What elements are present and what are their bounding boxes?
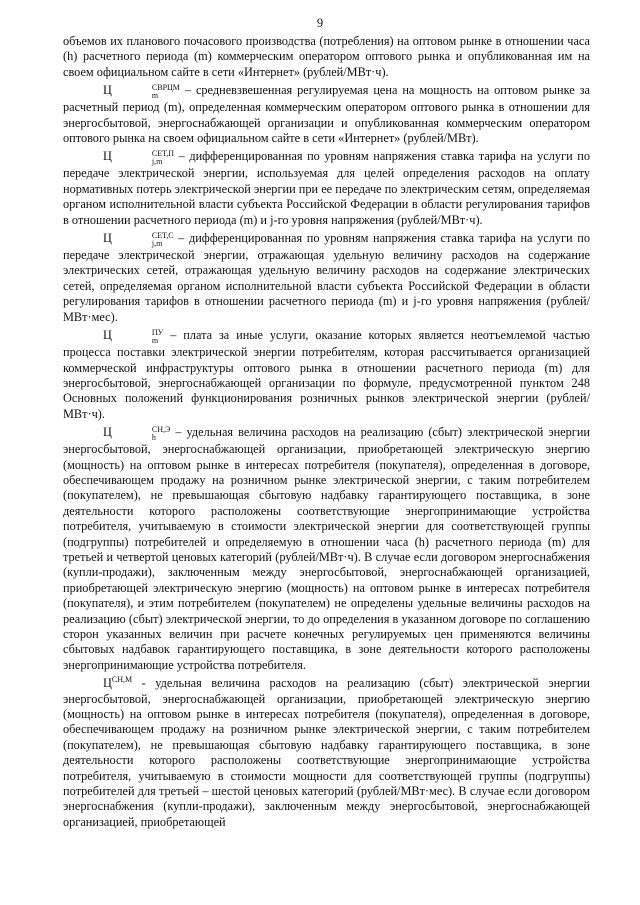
definition-paragraph-svrcm [63,83,590,146]
formula-symbol [103,425,171,443]
symbol-subscript: m [151,336,159,346]
definition-text: – дифференцированная по уровням напряжения ставка тарифа на услуги по передаче электрической энергии, используемая для целей определения расходов на оплату нормативных потерь электрической энергии при ее передаче по электрическим сетям, определяемая органом исполнительной власти субъекта Российской Федерации в области регулирования тарифов в отношении расчетного периода (m) и j-го уровня напряжения (рублей/МВт·ч). [63,149,590,227]
symbol-superscript: СВРЦМ [151,83,180,93]
formula-symbol [103,676,132,690]
document-body [63,34,590,830]
symbol-base: Ц [103,425,112,440]
formula-symbol [103,149,174,167]
definition-text: – удельная величина расходов на реализацию (сбыт) электрической энергии энергосбытовой, энергоснабжающей организации, приобретающей электрическую энергию (мощность) на оптовом рынке в интересах потребителя (покупателя), определенная в договоре, обеспечивающем продажу на розничном рынке электрической энергии, с таким потребителем (покупателем), не превышающая сбытовую надбавку гарантирующего поставщика, в зоне деятельности которого расположены соответствующие энергопринимающие устройства потребителя, учитываемую в стоимости электрической энергии для соответствующей группы (подгруппы) потребителей и определяемую в отношении часа (h) расчетного периода (m) для третьей и четвертой ценовых категорий (рублей/МВт·ч). В случае если договором энергоснабжения (купли-продажи), заключенным между энергосбытовой, энергоснабжающей организацией, приобретающей электрическую энергию (мощность) на оптовом рынке в интересах потребителя (покупателя), и этим потребителем (покупателем) не определены удельные величины расходов на реализацию (сбыт) электрической энергии, то до определения в указанном договоре по соглашению сторон указанных величин при расчете конечных регулируемых цен применяются величины сбытовых надбавок гарантирующего поставщика, в зоне деятельности которого расположены энергопринимающие устройства потребителя. [63,425,590,672]
formula-symbol [103,231,174,249]
definition-text: – плата за иные услуги, оказание которых является неотъемлемой частью процесса поставки электрической энергии потребителям, которая рассчитывается организацией коммерческой инфраструктуры оптового рынка в отношении расчетного периода (m) для энергосбытовой, энергоснабжающей организации по формуле, предусмотренной пунктом 248 Основных положений функционирования розничных рынков электрической энергии (рублей/МВт·ч). [63,328,590,421]
symbol-superscript: СЕТ,П [151,149,174,159]
definition-paragraph-sn-e [63,425,590,673]
symbol-superscript: ПУ [151,328,164,338]
formula-symbol [103,83,180,101]
symbol-base: Ц [103,231,112,246]
definition-paragraph-sn-m [63,676,590,830]
formula-symbol [103,328,164,346]
definition-paragraph-pu [63,328,590,422]
symbol-superscript: СН,М [111,675,133,685]
paragraph-continuation [63,34,590,80]
symbol-subscript: m [151,91,159,101]
definition-text: - удельная величина расходов на реализацию (сбыт) электрической энергии энергосбытовой, энергоснабжающей организации, приобретающей электрическую энергию (мощность) на оптовом рынке в интересах потребителя (покупателя), определенная в договоре, обеспечивающем продажу на розничном рынке электрической энергии, с таким потребителем (покупателем), не превышающая сбытовую надбавку гарантирующего поставщика, в зоне деятельности которого расположены соответствующие энергопринимающие устройства потребителя, учитываемую в стоимости мощности для соответствующей группы (подгруппы) потребителей для третьей – шестой ценовых категорий (рублей/МВт·мес). В случае если договором энергоснабжения (купли-продажи), заключенным между энергосбытовой, энергоснабжающей организацией, приобретающей [63,676,590,829]
symbol-base: Ц [103,83,112,98]
definition-paragraph-set-p [63,149,590,228]
symbol-subscript: j,m [151,239,163,249]
paragraph-text: объемов их планового почасового производства (потребления) на оптовом рынке в отношении часа (h) расчетного периода (m) коммерческим оператором оптового рынка и опубликованная им на своем официальном сайте в сети «Интернет» (рублей/МВт·ч). [63,34,590,79]
symbol-base: Ц [103,149,112,164]
symbol-superscript: СН,Э [151,425,171,435]
symbol-base: Ц [103,328,112,343]
symbol-subscript: h [151,433,156,443]
definition-text: – средневзвешенная регулируемая цена на мощность на оптовом рынке за расчетный период (m), определенная коммерческим оператором оптового рынка в отношении для энергосбытовой, энергоснабжающей организации и опубликованная коммерческим оператором оптового рынка на своем официальном сайте в сети «Интернет» (рублей/МВт). [63,83,590,146]
symbol-base: Ц [103,676,112,691]
page-number: 9 [316,16,324,30]
symbol-subscript: j,m [151,157,163,167]
symbol-superscript: СЕТ,С [151,231,174,241]
definition-paragraph-set-s [63,231,590,325]
definition-text: – дифференцированная по уровням напряжения ставка тарифа на услуги по передаче электрической энергии, отражающая удельную величину расходов на содержание электрических сетей, отражающая удельную величину расходов на содержание электрических сетей, определяемая органом исполнительной власти субъекта Российской Федерации в области регулирования тарифов в отношении расчетного периода (m) и j-го уровня напряжения (рублей/МВт·мес). [63,231,590,324]
